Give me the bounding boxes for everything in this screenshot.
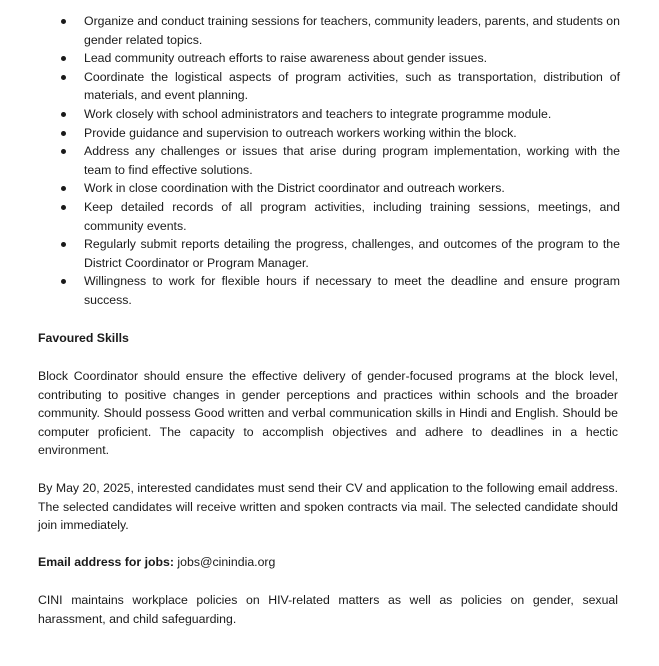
email-address: jobs@cinindia.org <box>177 555 276 569</box>
list-item-text: Coordinate the logistical aspects of program activities, such as transportation, distribution of materials, and event planning. <box>84 69 620 103</box>
list-item-text: Willingness to work for flexible hours if necessary to meet the deadline and ensure program success. <box>84 274 620 307</box>
list-item <box>58 124 620 143</box>
bullet-icon <box>61 131 66 136</box>
list-item-text: Work closely with school administrators and teachers to integrate programme module. <box>84 106 552 121</box>
list-item <box>58 142 620 179</box>
policy-paragraph: CINI maintains workplace policies on HIV-related matters as well as policies on gender, sexual harassment, and child safeguarding. <box>38 593 618 626</box>
bullet-icon <box>61 242 66 247</box>
list-item <box>58 12 620 49</box>
bullet-icon <box>61 186 66 191</box>
responsibilities-list <box>58 12 620 310</box>
favoured-skills-paragraph: Block Coordinator should ensure the effective delivery of gender-focused programs at the block level, contributing to positive changes in gender perceptions and practices within schools and the broader community. Should possess Good written and verbal communication skills in Hindi and English. Should be computer proficient. The capacity to accomplish objectives and adhere to deadlines in a hectic environment. <box>38 369 618 458</box>
email-line <box>38 553 275 571</box>
bullet-icon <box>61 112 66 117</box>
favoured-skills-heading: Favoured Skills <box>38 331 129 345</box>
list-item <box>58 68 620 105</box>
list-item-text: Work in close coordination with the District coordinator and outreach workers. <box>84 181 505 196</box>
list-item <box>58 235 620 272</box>
list-item-text: Regularly submit reports detailing the progress, challenges, and outcomes of the program to the District Coordinator or Program Manager. <box>84 237 620 270</box>
bullet-icon <box>61 279 66 284</box>
list-item <box>58 105 620 124</box>
list-item-text: Organize and conduct training sessions for teachers, community leaders, parents, and students on gender related topics. <box>84 14 620 47</box>
bullet-icon <box>61 149 66 154</box>
bullet-icon <box>61 75 66 80</box>
email-label: Email address for jobs: <box>38 555 174 569</box>
list-item <box>58 49 620 68</box>
application-paragraph: By May 20, 2025, interested candidates must send their CV and application to the following email address. The selected candidates will receive written and spoken contracts via mail. The selected candidate should join immediately. <box>38 481 618 533</box>
list-item-text: Keep detailed records of all program activities, including training sessions, meetings, and community events. <box>84 199 620 233</box>
bullet-icon <box>61 205 66 210</box>
list-item-text: Provide guidance and supervision to outreach workers working within the block. <box>84 125 517 140</box>
list-item <box>58 179 620 198</box>
list-item <box>58 272 620 309</box>
list-item-text: Address any challenges or issues that arise during program implementation, working with the team to find effective solutions. <box>84 144 620 177</box>
bullet-icon <box>61 19 66 24</box>
bullet-icon <box>61 56 66 61</box>
list-item-text: Lead community outreach efforts to raise awareness about gender issues. <box>84 51 488 66</box>
list-item <box>58 198 620 235</box>
